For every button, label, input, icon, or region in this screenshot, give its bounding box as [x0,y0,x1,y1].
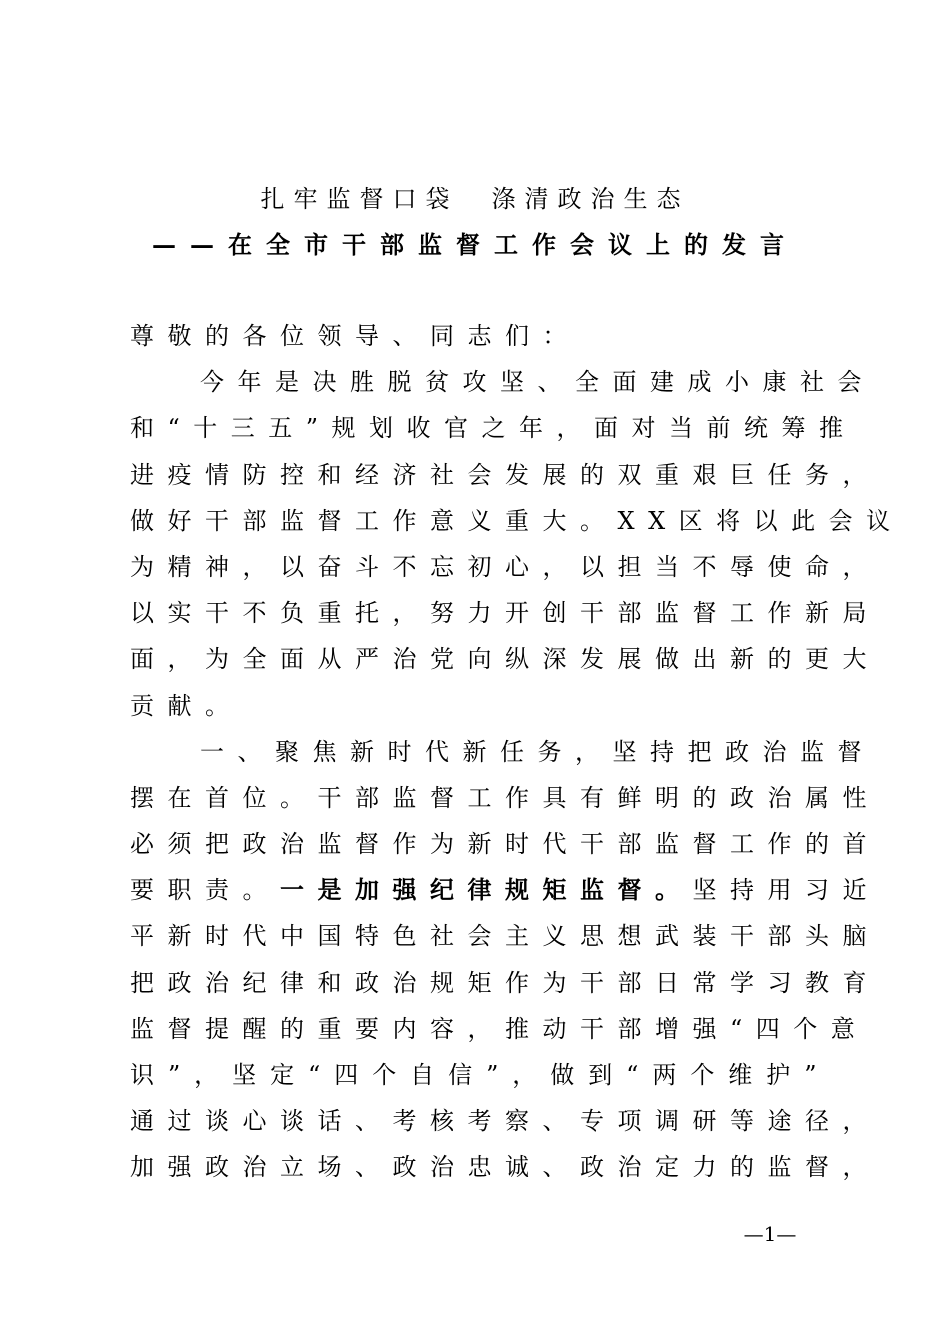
paragraph-line: 识”，坚定“四个自信”，做到“两个维护” [130,1061,830,1089]
paragraph-line: 必须把政治监督作为新时代干部监督工作的首 [130,830,880,859]
page-number: —1— [743,1222,797,1246]
paragraph-line: 监督提醒的重要内容，推动干部增强“四个意 [130,1014,869,1043]
salutation: 尊敬的各位领导、同志们： [130,322,580,350]
paragraph-line: 和“十三五”规划收官之年，面对当前统筹推 [130,414,857,443]
paragraph-line: 今年是决胜脱贫攻坚、全面建成小康社会 [200,368,875,397]
paragraph-line: 加强政治立场、政治忠诚、政治定力的监督， [130,1153,880,1182]
paragraph-line: 一、聚焦新时代新任务，坚持把政治监督 [200,737,875,766]
paragraph-line: 通过谈心谈话、考核考察、专项调研等途径， [130,1107,880,1136]
paragraph-line: 面，为全面从严治党向纵深发展做出新的更大 [130,645,880,674]
bold-heading: 一是加强纪律规矩监督。 [280,875,693,905]
paragraph-line: 贡献。 [130,691,243,720]
paragraph-line: 摆在首位。干部监督工作具有鲜明的政治属性 [130,783,880,812]
line-segment: 要职责。 [130,876,280,905]
paragraph-line: 进疫情防控和经济社会发展的双重艰巨任务， [130,460,880,489]
paragraph-line: 以实干不负重托，努力开创干部监督工作新局 [130,599,880,628]
document-title: 扎牢监督口袋 涤清政治生态 [260,185,690,213]
paragraph-line-mixed [130,867,880,913]
paragraph-line: 平新时代中国特色社会主义思想武装干部头脑 [130,922,880,951]
paragraph-line: 为精神，以奋斗不忘初心，以担当不辱使命， [130,552,880,581]
document-body [130,313,904,1191]
paragraph-line: 做好干部监督工作意义重大。XX区将以此会议 [130,506,904,535]
line-segment: 坚持用习近 [692,876,880,905]
document-subtitle: ——在全市干部监督工作会议上的发言 [152,230,798,259]
paragraph-line: 把政治纪律和政治规矩作为干部日常学习教育 [130,968,880,997]
